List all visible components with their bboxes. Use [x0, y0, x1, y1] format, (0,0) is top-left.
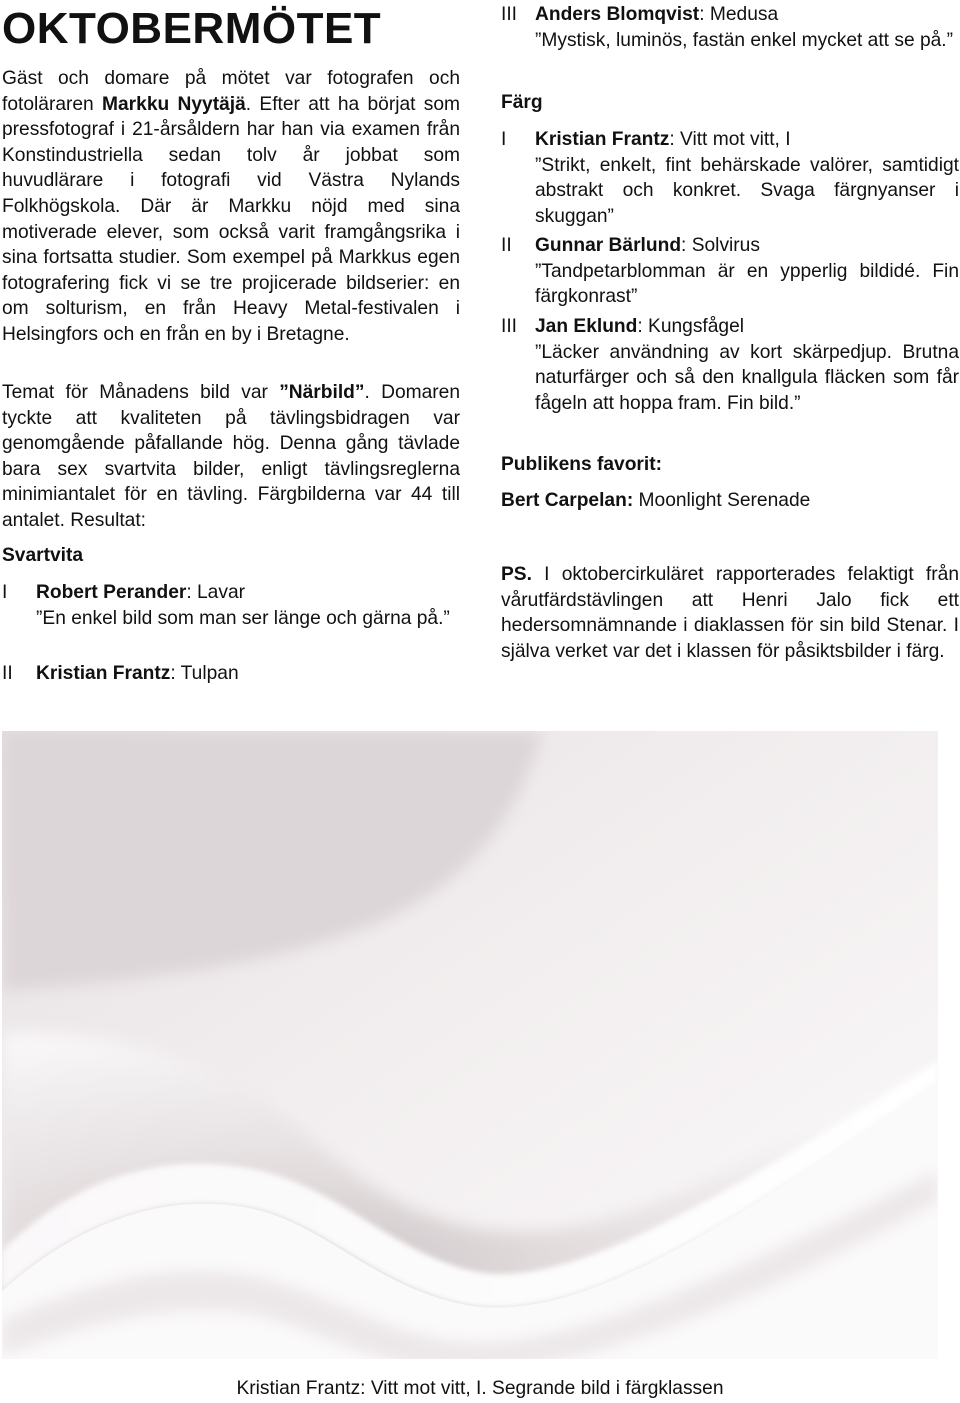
entry-name: Kristian Frantz	[36, 663, 171, 684]
rank-label: I	[501, 129, 507, 150]
entry-name: Jan Eklund	[535, 316, 638, 337]
entry-comment: ”Mystisk, luminös, fastän enkel mycket att se på.”	[535, 29, 954, 51]
entry-name: Robert Perander	[36, 582, 187, 603]
theme-text-cont: . Domaren tyckte att kvaliteten på tävlingsbidragen var genomgående påfallande hög. Denna gång tävlade bara sex svartvita bilder, enligt tävlingsreglerna minimiantalet för en tävling. Färgbilderna var 44 till antalet. Resultat:	[2, 382, 461, 531]
rank-label: II	[2, 663, 13, 684]
page-title: OKTOBERMÖTET	[2, 4, 382, 53]
white-cup-image	[2, 731, 938, 1359]
color-heading: Färg	[501, 92, 543, 113]
photo-caption: Kristian Frantz: Vitt mot vitt, I. Segrande bild i färgklassen	[236, 1378, 724, 1399]
entry-name: Anders Blomqvist	[535, 4, 700, 25]
theme-name: ”Närbild”	[279, 382, 365, 403]
entry-title: : Kungsfågel	[637, 316, 745, 337]
theme-paragraph	[2, 380, 460, 534]
entry-comment: ”Tandpetarblomman är en ypperlig bildidé. Fin färgkonrast”	[535, 260, 959, 308]
intro-text: Gäst och domare på mötet var fotografen och fotoläraren	[2, 68, 460, 115]
entry-name: Gunnar Bärlund	[535, 235, 682, 256]
entry-title: : Vitt mot vitt, I	[669, 129, 791, 150]
theme-text: Temat för Månadens bild var	[2, 382, 280, 403]
intro-text-cont: . Efter att ha börjat som pressfotograf i 21-årsåldern har han via examen från Konstindustriella sedan tolv år jobbat som huvudlärare i fotografi vid Västra Nylands Folkhögskola. Där är Markku nöjd med sina motiverade elever, som också varit framgångsrika i sina fortsatta studier. Som exempel på Markkus egen fotografering fick vi se tre projicerade bildserier: en om solturism, en från Heavy Metal-festivalen i Helsingfors och en från en by i Bretagne.	[2, 93, 461, 345]
entry-title: : Solvirus	[681, 235, 760, 256]
entry-name: Kristian Frantz	[535, 129, 670, 150]
favorite-name: Bert Carpelan:	[501, 490, 634, 511]
winning-photo	[2, 731, 938, 1359]
ps-text: I oktobercirkuläret rapporterades felaktigt från vårutfärdstävlingen att Henri Jalo fick ett hedersomnämnande i diaklassen för sin bild Stenar. I själva verket var det i klassen för påsiktsbilder i färg.	[501, 564, 959, 662]
rank-label: II	[501, 235, 512, 256]
rank-label: III	[501, 316, 517, 337]
rank-label: III	[501, 4, 517, 25]
ps-label: PS.	[501, 564, 532, 585]
entry-title: : Tulpan	[170, 663, 239, 684]
judge-name: Markku Nyytäjä	[102, 93, 246, 115]
ps-note	[501, 562, 959, 664]
favorite-entry	[501, 488, 959, 514]
entry-comment: ”Strikt, enkelt, fint behärskade valörer, samtidigt abstrakt och konkret. Svaga färgnyanser i skuggan”	[535, 154, 959, 227]
entry-comment: ”Läcker användning av kort skärpedjup. Brutna naturfärger och så den knallgula fläcken som får fågeln att hoppa fram. Fin bild.”	[535, 341, 959, 414]
intro-paragraph	[2, 66, 460, 348]
favorite-heading: Publikens favorit:	[501, 454, 662, 475]
entry-comment: ”En enkel bild som man ser länge och gärna på.”	[36, 607, 450, 629]
entry-title: : Medusa	[699, 4, 779, 25]
entry-title: : Lavar	[186, 582, 246, 603]
rank-label: I	[2, 582, 8, 603]
favorite-title: Moonlight Serenade	[633, 490, 811, 511]
bw-heading: Svartvita	[2, 545, 84, 566]
